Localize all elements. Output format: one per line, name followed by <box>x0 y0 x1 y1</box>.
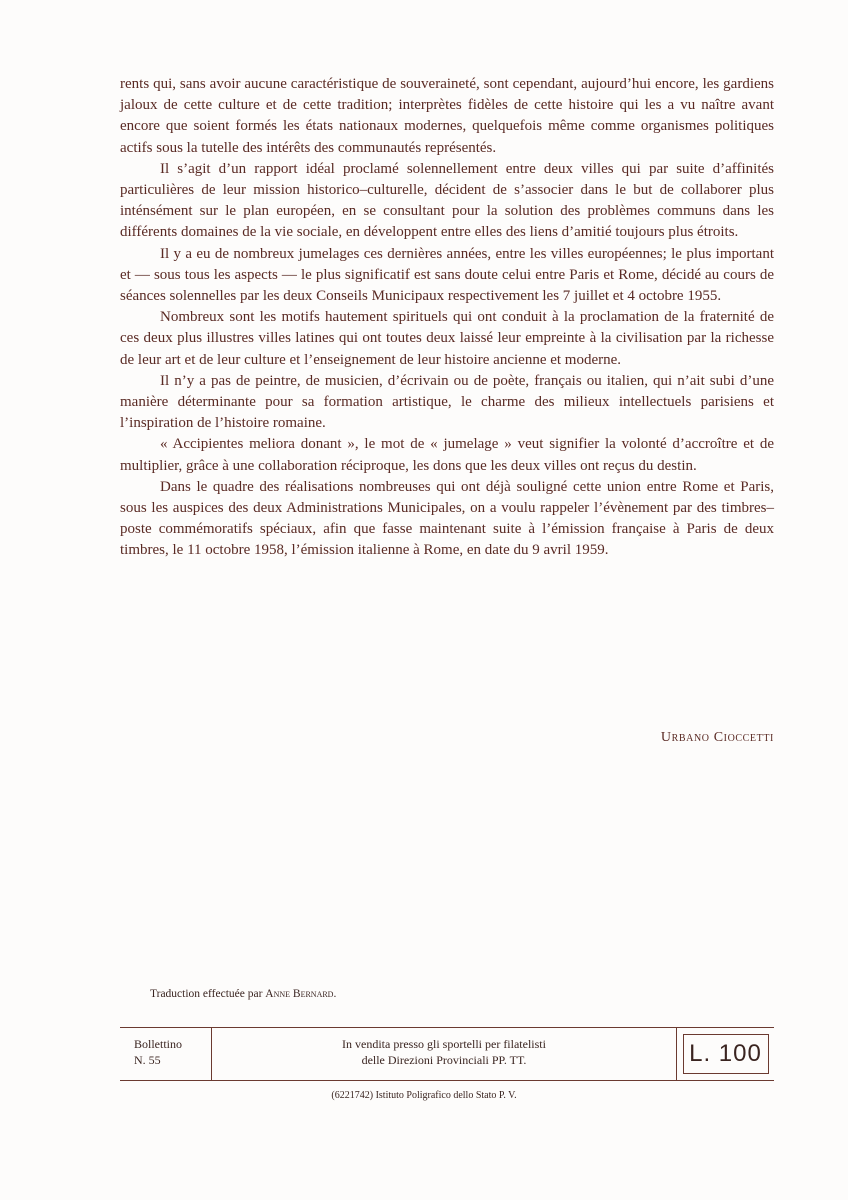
price-cell <box>676 1028 774 1080</box>
bulletin-label: Bollettino <box>134 1037 182 1051</box>
bulletin-info <box>120 1028 212 1080</box>
paragraph: Il n’y a pas de peintre, de musicien, d’écrivain ou de poète, français ou italien, qui n’ait subi d’une manière déterminante pour sa formation artistique, le charme des milieux intellectuels parisiens et l’inspiration de l’histoire romaine. <box>120 372 774 432</box>
translator-name: Anne Bernard. <box>265 988 337 1000</box>
sale-line-2: delle Direzioni Provinciali PP. TT. <box>361 1053 527 1067</box>
translation-prefix: Traduction effectuée par <box>150 988 263 1000</box>
paragraph: Il s’agit d’un rapport idéal proclamé solennellement entre deux villes qui par suite d’affinités particulières de leur mission historico–culturelle, décident de s’associer dans le but de collaborer plus inténsément sur le plan européen, en se consultant pour la solution des problèmes communs dans les différents domaines de la vie sociale, en développent entre elles des liens d’amitié toujours plus étroits. <box>120 160 774 241</box>
paragraph: Dans le quadre des réalisations nombreuses qui ont déjà souligné cette union entre Rome et Paris, sous les auspices des deux Administrations Municipales, on a voulu rappeler l’évènement par des timbres–poste commémoratifs spéciaux, afin que fasse maintenant suite à l’émission française à Paris de deux timbres, le 11 octobre 1958, l’émission italienne à Rome, en date du 9 avril 1959. <box>120 478 774 559</box>
bulletin-number: N. 55 <box>134 1053 161 1067</box>
paragraph: rents qui, sans avoir aucune caractéristique de souveraineté, sont cependant, aujourd’hui encore, les gardiens jaloux de cette culture et de cette tradition; interprètes fidèles de cette histoire qui les a vu naître avant encore que soient formés les états nationaux modernes, quelquefois même comme organismes politiques actifs sous la tutelle des intérêts des communautés représentés. <box>120 76 774 156</box>
printer-imprint: (6221742) Istituto Poligrafico dello Stato P. V. <box>331 1090 517 1101</box>
sale-line-1: In vendita presso gli sportelli per filatelisti <box>342 1037 546 1051</box>
price-label: L. 100 <box>683 1034 769 1074</box>
sale-info <box>212 1028 676 1080</box>
author-signature: Urbano Cioccetti <box>660 730 774 745</box>
paragraph: Nombreux sont les motifs hautement spirituels qui ont conduit à la proclamation de la fraternité de ces deux plus illustres villes latines qui ont toutes deux laissé leur empreinte à la civilisation par la richesse de leur art et de leur culture et l’enseignement de leur histoire ancienne et moderne. <box>120 309 774 368</box>
footer-box <box>120 1027 774 1081</box>
paragraph: Il y a eu de nombreux jumelages ces dernières années, entre les villes européennes; le plus important et — sous tous les aspects — le plus significatif est sans doute celui entre Paris et Rome, décidé au cours de séances solennelles par les deux Conseils Municipaux respectivement les 7 juillet et 4 octobre 1955. <box>120 245 774 305</box>
article-body <box>120 74 774 562</box>
translation-credit <box>150 988 336 1000</box>
paragraph: « Accipientes meliora donant », le mot de « jumelage » veut signifier la volonté d’accroître et de multiplier, grâce à une collaboration réciproque, les dons que les deux villes ont reçus du destin. <box>120 436 774 474</box>
